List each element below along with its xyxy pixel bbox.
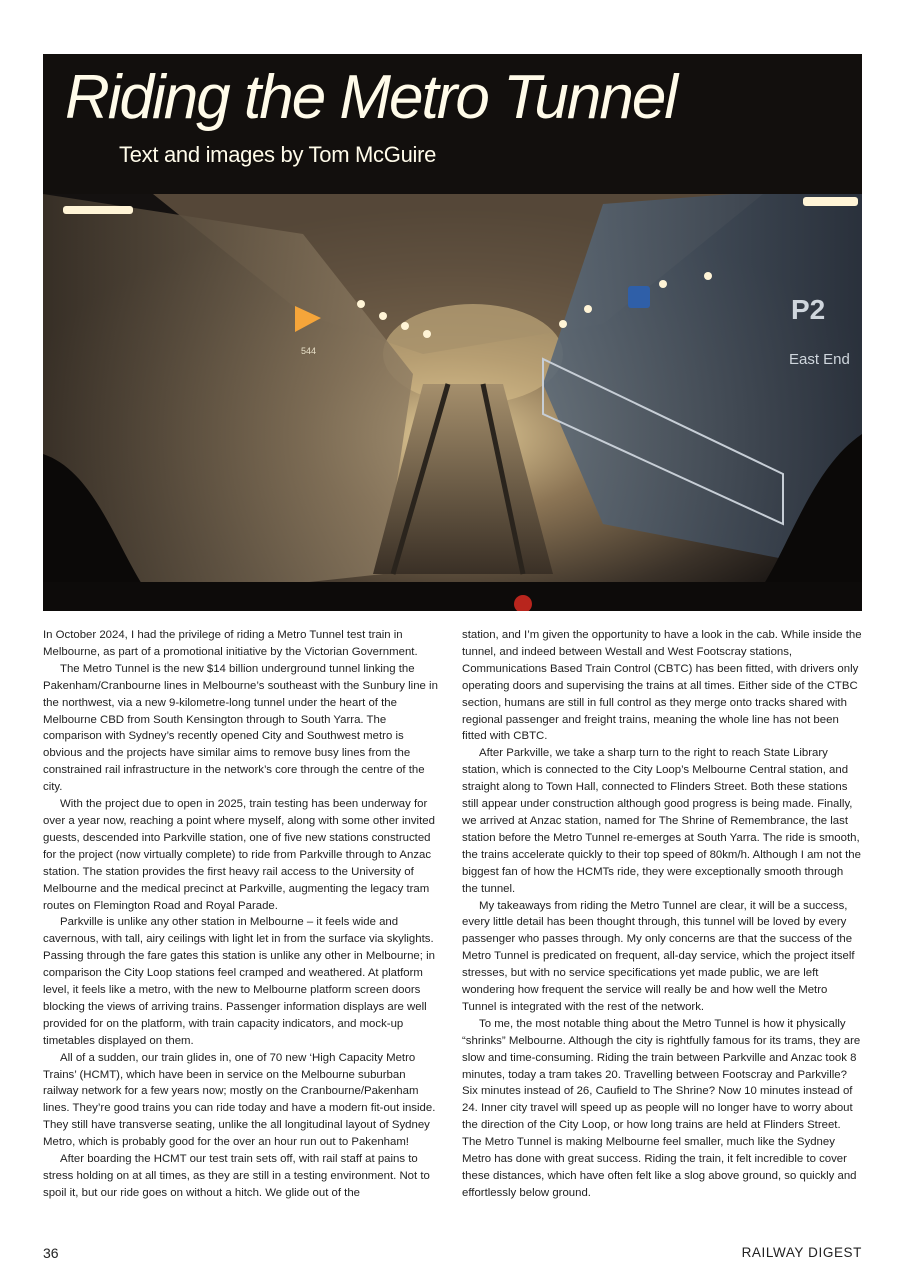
- paragraph: The Metro Tunnel is the new $14 billion underground tunnel linking the Pakenham/Cranbourne lines in Melbourne’s southeast with the Sunbury line in the northwest, via a new 9-kilometre-long tunnel under the heart of the Melbourne CBD from South Kensington through to South Yarra. The comparison with Sydney’s recently opened City and Southwest metro is obvious and the projects have similar aims to remove busy lines from the constrained rail infrastructure in the network’s core through the centre of the city.: [43, 662, 438, 794]
- paragraph: station, and I’m given the opportunity to have a look in the cab. While inside the tunnel, and indeed between Westall and West Footscray stations, Communications Based Train Control (CBTC) has been fitted, with drivers only operating doors and supervising the trains at all times. Either side of the CTBC section, humans are still in full control as they merge onto tracks shared with regional passenger and freight trains, meaning the whole line has not been fitted with CBTC.: [462, 629, 862, 743]
- article-column-right: [462, 627, 862, 1202]
- paragraph: All of a sudden, our train glides in, one of 70 new ‘High Capacity Metro Trains’ (HCMT), which have been in service on the Melbourne suburban railway network for a few years now; mostly on the Cranbourne/Pakenham lines. They’re good trains you can ride today and have a modern fit-out inside. They still have transverse seating, unlike the all longitudinal layout of Sydney Metro, which is probably good for the over an hour run out to Pakenham!: [43, 1051, 436, 1149]
- paragraph: My takeaways from riding the Metro Tunnel are clear, it will be a success, every little detail has been thought through, this tunnel will be loved by every passenger who passes through. My only concerns are that the success of the Metro Tunnel is predicated on frequent, all-day service, which the project itself stresses, but with no service specifications yet made public, we are left wondering how frequent the service will really be and how well the Metro Tunnel is integrated with the rest of the network.: [462, 899, 855, 1013]
- direction-sign: East End: [789, 351, 850, 368]
- paragraph: After Parkville, we take a sharp turn to the right to reach State Library station, which is connected to the City Loop’s Melbourne Central station, and straight along to Town Hall, connected to Flinders Street. Both these stations still appear under construction although good progress is being made. Finally, we arrived at Anzac station, named for The Shrine of Remembrance, the last station before the Metro Tunnel re-emerges at South Yarra. The ride is smooth, the trains accelerate quickly to their top speed of 80km/h. Although I am not the biggest fan of how the HCMTs ride, they were exceptionally smooth through the tunnel.: [462, 747, 861, 895]
- signal-box: [628, 286, 650, 308]
- paragraph: In October 2024, I had the privilege of riding a Metro Tunnel test train in Melbourne, as part of a promotional initiative by the Victorian Government.: [43, 629, 418, 658]
- tunnel-photo: [43, 54, 862, 611]
- paragraph: With the project due to open in 2025, train testing has been underway for over a year now, reaching a point where myself, along with some other invited guests, descended into Parkville station, one of five new stations constructed for the project (now virtually complete) to ride from Parkville through to Anzac station. The station provides the first heavy rail access to the University of Melbourne and the medical precinct at Parkville, augmenting the legacy tram routes on Flemington Road and Royal Parade.: [43, 798, 435, 912]
- track-marker: 544: [301, 346, 317, 356]
- paragraph: Parkville is unlike any other station in Melbourne – it feels wide and cavernous, with tall, airy ceilings with light let in from the surface via skylights. Passing through the fare gates this station is unlike any other in Melbourne; in comparison the City Loop stations feel cramped and weathered. At platform level, it feels like a metro, with the new to Melbourne platform screen doors blocking the views of arriving trains. Passenger information displays are well provided for on the platform, with train capacity indicators, and mock-up timetables displayed on them.: [43, 916, 435, 1047]
- cab-dashboard: [43, 582, 862, 611]
- article-column-left: [43, 627, 443, 1202]
- article-byline: Text and images by Tom McGuire: [119, 142, 437, 167]
- article-title: Riding the Metro Tunnel: [65, 63, 677, 132]
- paragraph: After boarding the HCMT our test train sets off, with rail staff at pains to stress holding on at all times, as they are still in a testing environment. Not to spoil it, but our ride goes on without a hitch. We glide out of the: [43, 1153, 430, 1199]
- paragraph: To me, the most notable thing about the Metro Tunnel is how it physically “shrinks” Melbourne. Although the city is rightfully famous for its trams, they are slow and time-consuming. Riding the train between Parkville and Anzac took 8 minutes, today a tram takes 20. Travelling between Footscray and Parkville? Six minutes instead of 26, Caufield to The Shrine? Now 10 minutes instead of 24. Inner city travel will speed up as people will no longer have to worry about the direction of the City Loop, or how long trains are held at Flinders Street. The Metro Tunnel is making Melbourne feel smaller, much like the Sydney Metro has done with great success. Riding the train, it felt incredible to cover these distances, which have often felt like a slog above ground, so quickly and effortlessly below ground.: [462, 1017, 861, 1199]
- hero-photo: [43, 54, 862, 611]
- magazine-name: RAILWAY DIGEST: [741, 1245, 862, 1260]
- platform-sign: P2: [791, 294, 826, 325]
- page-number: 36: [43, 1245, 59, 1261]
